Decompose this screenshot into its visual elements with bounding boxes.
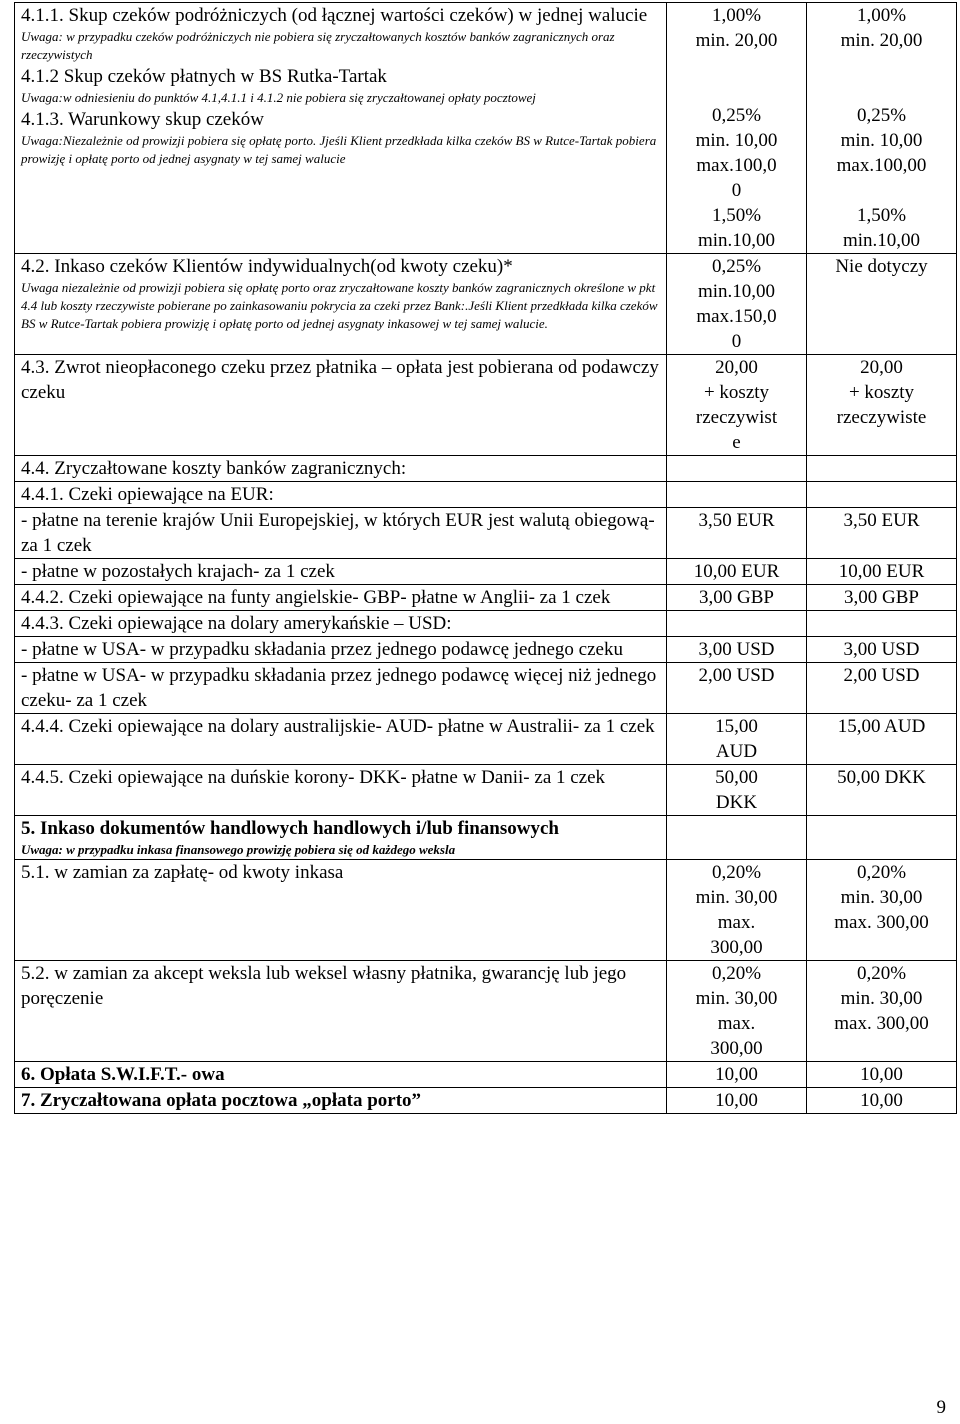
service-label: 5.2. w zamian za akcept weksla lub weksel własny płatnika, gwarancję lub jego poręczenie (21, 963, 627, 1009)
service-label: 4.4.3. Czeki opiewające na dolary amerykańskie – USD: (21, 613, 452, 634)
fee-value-alt-cell (807, 611, 957, 637)
service-description-cell (15, 508, 667, 559)
service-description-cell (15, 482, 667, 508)
table-row (15, 860, 957, 961)
service-description-cell (15, 456, 667, 482)
service-description-cell (15, 860, 667, 961)
section-heading: 7. Zryczałtowana opłata pocztowa „opłata porto” (21, 1090, 422, 1111)
fee-value-alt-cell: 20,00 + koszty rzeczywiste (807, 355, 957, 456)
fee-value-cell: 3,50 EUR (667, 508, 807, 559)
fee-value-alt-cell: 50,00 DKK (807, 765, 957, 816)
fee-value-cell: 2,00 USD (667, 663, 807, 714)
fee-value-alt-cell (807, 816, 957, 860)
service-note: Uwaga:Niezależnie od prowizji pobiera się opłatę porto. Jjeśli Klient przedkłada kilka czeków BS w Rutce-Tartak pobiera prowizję i opłatę porto od jednej asygnaty w tej samej walucie (21, 133, 657, 166)
table-row (15, 456, 957, 482)
service-label: 4.3. Zwrot nieopłaconego czeku przez płatnika – opłata jest pobierana od podawczy czeku (21, 357, 659, 403)
service-label: 4.1.3. Warunkowy skup czeków (21, 109, 264, 130)
fee-value-alt-cell: 1,00% min. 20,00 0,25% min. 10,00 max.100,00 1,50% min.10,00 (807, 3, 957, 254)
service-label: - płatne na terenie krajów Unii Europejskiej, w których EUR jest walutą obiegową- za 1 czek (21, 510, 655, 556)
service-label: 4.4.1. Czeki opiewające na EUR: (21, 484, 274, 505)
table-row (15, 961, 957, 1062)
service-label: - płatne w USA- w przypadku składania przez jednego podawcę więcej niż jednego czeku- za 1 czek (21, 665, 657, 711)
fee-value-cell: 3,00 GBP (667, 585, 807, 611)
fee-value-alt-cell: 0,20% min. 30,00 max. 300,00 (807, 860, 957, 961)
service-label: 4.4. Zryczałtowane koszty banków zagranicznych: (21, 458, 407, 479)
service-label: 5.1. w zamian za zapłatę- od kwoty inkasa (21, 862, 344, 883)
service-description-cell (15, 3, 667, 254)
service-description-cell (15, 611, 667, 637)
fee-value-alt-cell (807, 456, 957, 482)
table-row (15, 559, 957, 585)
service-description-cell (15, 254, 667, 355)
page-number: 9 (936, 1397, 946, 1418)
service-description-cell (15, 961, 667, 1062)
fee-value-cell (667, 482, 807, 508)
table-row (15, 482, 957, 508)
fee-value-cell: 0,20% min. 30,00 max. 300,00 (667, 961, 807, 1062)
fee-value-alt-cell: 0,20% min. 30,00 max. 300,00 (807, 961, 957, 1062)
table-row (15, 611, 957, 637)
service-description-cell (15, 663, 667, 714)
fee-value-alt-cell: 10,00 EUR (807, 559, 957, 585)
service-description-cell (15, 714, 667, 765)
table-row (15, 3, 957, 254)
table-row (15, 508, 957, 559)
fee-value-cell: 10,00 (667, 1088, 807, 1114)
service-label: 4.1.2 Skup czeków płatnych w BS Rutka-Tartak (21, 66, 387, 87)
section-heading: 5. Inkaso dokumentów handlowych handlowych i/lub finansowych (21, 818, 559, 839)
service-description-cell (15, 816, 667, 860)
fee-value-cell (667, 816, 807, 860)
service-note: Uwaga: w przypadku inkasa finansowego prowizję pobiera się od każdego weksla (21, 842, 456, 857)
fee-value-alt-cell: 10,00 (807, 1062, 957, 1088)
service-description-cell (15, 637, 667, 663)
table-row (15, 355, 957, 456)
service-note: Uwaga: w przypadku czeków podróżniczych nie pobiera się zryczałtowanych kosztów banków zagranicznych oraz rzeczywistych (21, 29, 615, 62)
fee-value-cell: 0,20% min. 30,00 max. 300,00 (667, 860, 807, 961)
service-description-cell (15, 1088, 667, 1114)
table-row (15, 714, 957, 765)
service-note: Uwaga:w odniesieniu do punktów 4.1,4.1.1 i 4.1.2 nie pobiera się zryczałtowanej opłaty pocztowej (21, 90, 536, 105)
fee-value-alt-cell (807, 482, 957, 508)
service-label: 4.4.2. Czeki opiewające na funty angielskie- GBP- płatne w Anglii- za 1 czek (21, 587, 611, 608)
service-note: Uwaga niezależnie od prowizji pobiera się opłatę porto oraz zryczałtowane koszty banków zagranicznych określone w pkt 4.4 lub koszty rzeczywiste pobierane po zainkasowaniu pokrycia za czeki przez Bank:.Jeśli Klient przedkłada kilka czeków BS w Rutce-Tartak pobiera prowizję i opłatę porto od jednej asygnaty inkasowej w tej samej walucie. (21, 280, 658, 331)
service-description-cell (15, 355, 667, 456)
fee-table-body (15, 3, 957, 1114)
fee-value-alt-cell: 15,00 AUD (807, 714, 957, 765)
fee-value-cell: 50,00 DKK (667, 765, 807, 816)
service-description-cell (15, 1062, 667, 1088)
service-label: - płatne w USA- w przypadku składania przez jednego podawcę jednego czeku (21, 639, 623, 660)
fee-value-cell: 10,00 (667, 1062, 807, 1088)
fee-value-cell: 10,00 EUR (667, 559, 807, 585)
service-label: - płatne w pozostałych krajach- za 1 czek (21, 561, 335, 582)
fee-value-cell (667, 611, 807, 637)
table-row (15, 1088, 957, 1114)
table-row (15, 585, 957, 611)
table-row (15, 637, 957, 663)
fee-value-alt-cell: Nie dotyczy (807, 254, 957, 355)
service-label: 4.1.1. Skup czeków podróżniczych (od łącznej wartości czeków) w jednej walucie (21, 5, 648, 26)
fee-value-alt-cell: 3,00 GBP (807, 585, 957, 611)
service-description-cell (15, 585, 667, 611)
fee-value-alt-cell: 2,00 USD (807, 663, 957, 714)
service-label: 4.4.4. Czeki opiewające na dolary australijskie- AUD- płatne w Australii- za 1 czek (21, 716, 655, 737)
fee-table (14, 2, 957, 1114)
fee-value-cell (667, 456, 807, 482)
table-row (15, 1062, 957, 1088)
fee-value-alt-cell: 10,00 (807, 1088, 957, 1114)
table-row (15, 663, 957, 714)
fee-value-cell: 3,00 USD (667, 637, 807, 663)
fee-value-cell: 0,25% min.10,00 max.150,0 0 (667, 254, 807, 355)
service-description-cell (15, 765, 667, 816)
table-row (15, 816, 957, 860)
service-label: 4.2. Inkaso czeków Klientów indywidualnych(od kwoty czeku)* (21, 256, 513, 277)
fee-value-cell: 1,00% min. 20,00 0,25% min. 10,00 max.100,0 0 1,50% min.10,00 (667, 3, 807, 254)
service-label: 4.4.5. Czeki opiewające na duńskie korony- DKK- płatne w Danii- za 1 czek (21, 767, 606, 788)
fee-value-alt-cell: 3,00 USD (807, 637, 957, 663)
fee-value-alt-cell: 3,50 EUR (807, 508, 957, 559)
service-description-cell (15, 559, 667, 585)
table-row (15, 765, 957, 816)
section-heading: 6. Opłata S.W.I.F.T.- owa (21, 1064, 225, 1085)
table-row (15, 254, 957, 355)
fee-value-cell: 20,00 + koszty rzeczywist e (667, 355, 807, 456)
fee-value-cell: 15,00 AUD (667, 714, 807, 765)
